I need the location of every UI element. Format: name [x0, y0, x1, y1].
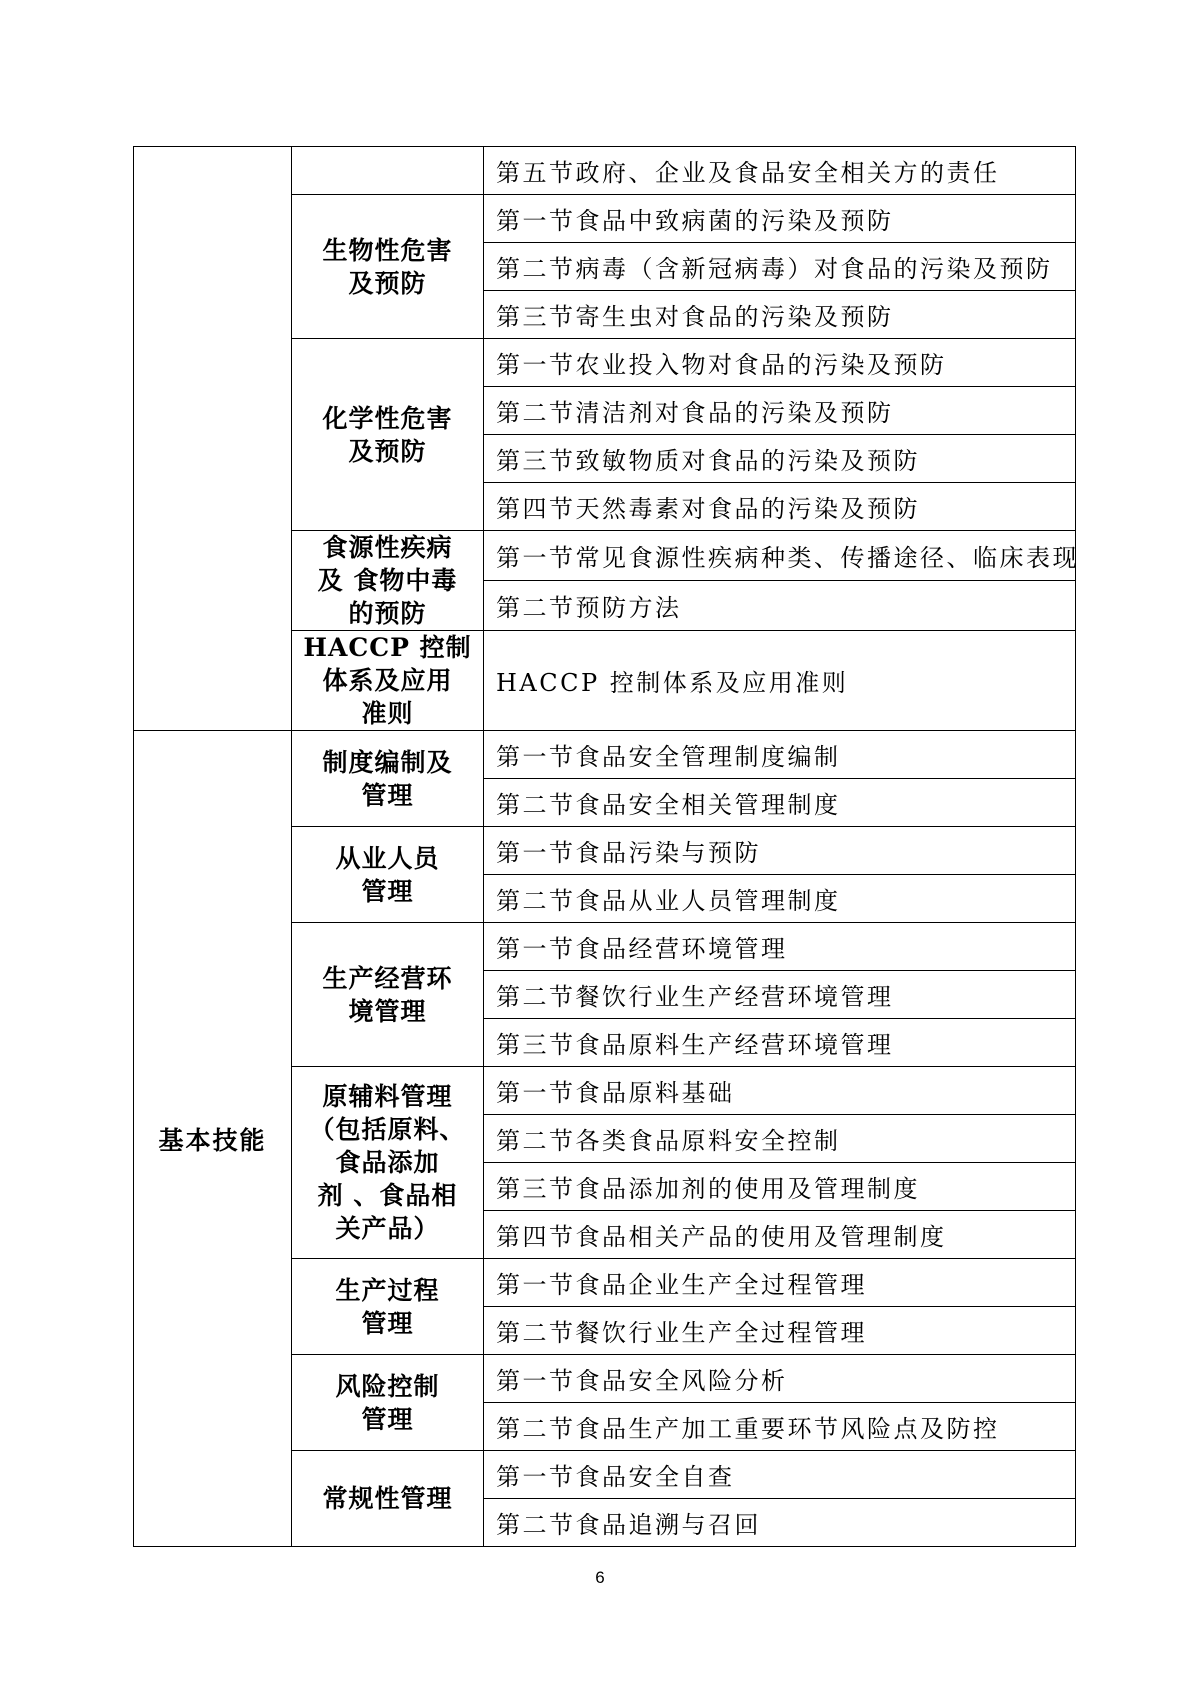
topic-line: 生产过程	[335, 1275, 440, 1305]
topic-cell	[292, 147, 484, 195]
section-cell: 第四节食品相关产品的使用及管理制度	[484, 1211, 1076, 1259]
topic-cell	[292, 731, 484, 827]
topic-line: 的预防	[348, 599, 427, 628]
topic-cell	[292, 1355, 484, 1451]
section-cell: 第二节食品从业人员管理制度	[484, 875, 1076, 923]
section-cell: 第二节病毒（含新冠病毒）对食品的污染及预防	[484, 243, 1076, 291]
topic-line: 剂 、食品相	[317, 1181, 458, 1210]
topic-cell	[292, 195, 484, 339]
section-cell: 第三节寄生虫对食品的污染及预防	[484, 291, 1076, 339]
topic-cell	[292, 1067, 484, 1259]
topic-line: 生物性危害	[322, 235, 453, 265]
section-cell: 第三节食品添加剂的使用及管理制度	[484, 1163, 1076, 1211]
topic-line: 境管理	[348, 996, 427, 1026]
topic-line: 食品添加	[335, 1148, 440, 1177]
section-cell: 第五节政府、企业及食品安全相关方的责任	[484, 147, 1076, 195]
section-cell: 第二节预防方法	[484, 581, 1076, 631]
topic-cell	[292, 827, 484, 923]
topic-cell	[292, 531, 484, 631]
topic-line: 及预防	[348, 268, 427, 298]
table-row	[134, 147, 1076, 195]
section-cell: 第一节食品经营环境管理	[484, 923, 1076, 971]
topic-line: 原辅料管理	[322, 1082, 453, 1111]
topic-line: 管理	[361, 780, 414, 810]
section-cell: 第二节餐饮行业生产经营环境管理	[484, 971, 1076, 1019]
section-cell: 第二节清洁剂对食品的污染及预防	[484, 387, 1076, 435]
topic-line: 食源性疾病	[322, 533, 453, 562]
topic-cell	[292, 339, 484, 531]
section-cell: HACCP 控制体系及应用准则	[484, 631, 1076, 731]
topic-line: 关产品）	[335, 1214, 440, 1243]
section-cell: 第一节食品企业生产全过程管理	[484, 1259, 1076, 1307]
topic-line: 管理	[361, 1404, 414, 1434]
section-cell: 第二节食品生产加工重要环节风险点及防控	[484, 1403, 1076, 1451]
topic-line: 管理	[361, 1308, 414, 1338]
topic-line: 化学性危害	[322, 403, 453, 433]
section-cell: 第一节食品安全管理制度编制	[484, 731, 1076, 779]
section-cell: 第三节致敏物质对食品的污染及预防	[484, 435, 1076, 483]
category-cell: 基本技能	[134, 731, 292, 1547]
topic-line: 从业人员	[335, 843, 440, 873]
section-cell: 第一节常见食源性疾病种类、传播途径、临床表现	[484, 531, 1076, 581]
topic-cell	[292, 631, 484, 731]
section-cell: 第一节食品安全风险分析	[484, 1355, 1076, 1403]
section-cell: 第一节农业投入物对食品的污染及预防	[484, 339, 1076, 387]
section-cell: 第二节各类食品原料安全控制	[484, 1115, 1076, 1163]
section-cell: 第四节天然毒素对食品的污染及预防	[484, 483, 1076, 531]
section-cell: 第一节食品中致病菌的污染及预防	[484, 195, 1076, 243]
topic-line: 风险控制	[335, 1371, 440, 1401]
topic-line: 生产经营环	[322, 963, 453, 993]
category-cell	[134, 147, 292, 731]
topic-cell	[292, 923, 484, 1067]
topic-line: 及预防	[348, 436, 427, 466]
section-cell: 第一节食品安全自查	[484, 1451, 1076, 1499]
section-cell: 第一节食品原料基础	[484, 1067, 1076, 1115]
training-content-table	[133, 146, 1079, 1547]
topic-cell	[292, 1451, 484, 1547]
page-number: 6	[595, 1568, 605, 1587]
section-cell: 第二节食品安全相关管理制度	[484, 779, 1076, 827]
section-cell: 第一节食品污染与预防	[484, 827, 1076, 875]
section-cell: 第三节食品原料生产经营环境管理	[484, 1019, 1076, 1067]
topic-line: 常规性管理	[322, 1484, 453, 1513]
topic-line: 管理	[361, 876, 414, 906]
topic-line: 及 食物中毒	[317, 566, 458, 595]
topic-line: （包括原料、	[309, 1115, 466, 1144]
table-row	[134, 731, 1076, 779]
section-cell: 第二节食品追溯与召回	[484, 1499, 1076, 1547]
topic-line: 体系及应用	[322, 666, 453, 695]
topic-line: 制度编制及	[322, 747, 453, 777]
topic-line: 准则	[361, 699, 414, 728]
topic-cell	[292, 1259, 484, 1355]
section-cell: 第二节餐饮行业生产全过程管理	[484, 1307, 1076, 1355]
topic-line: HACCP 控制	[303, 633, 472, 662]
